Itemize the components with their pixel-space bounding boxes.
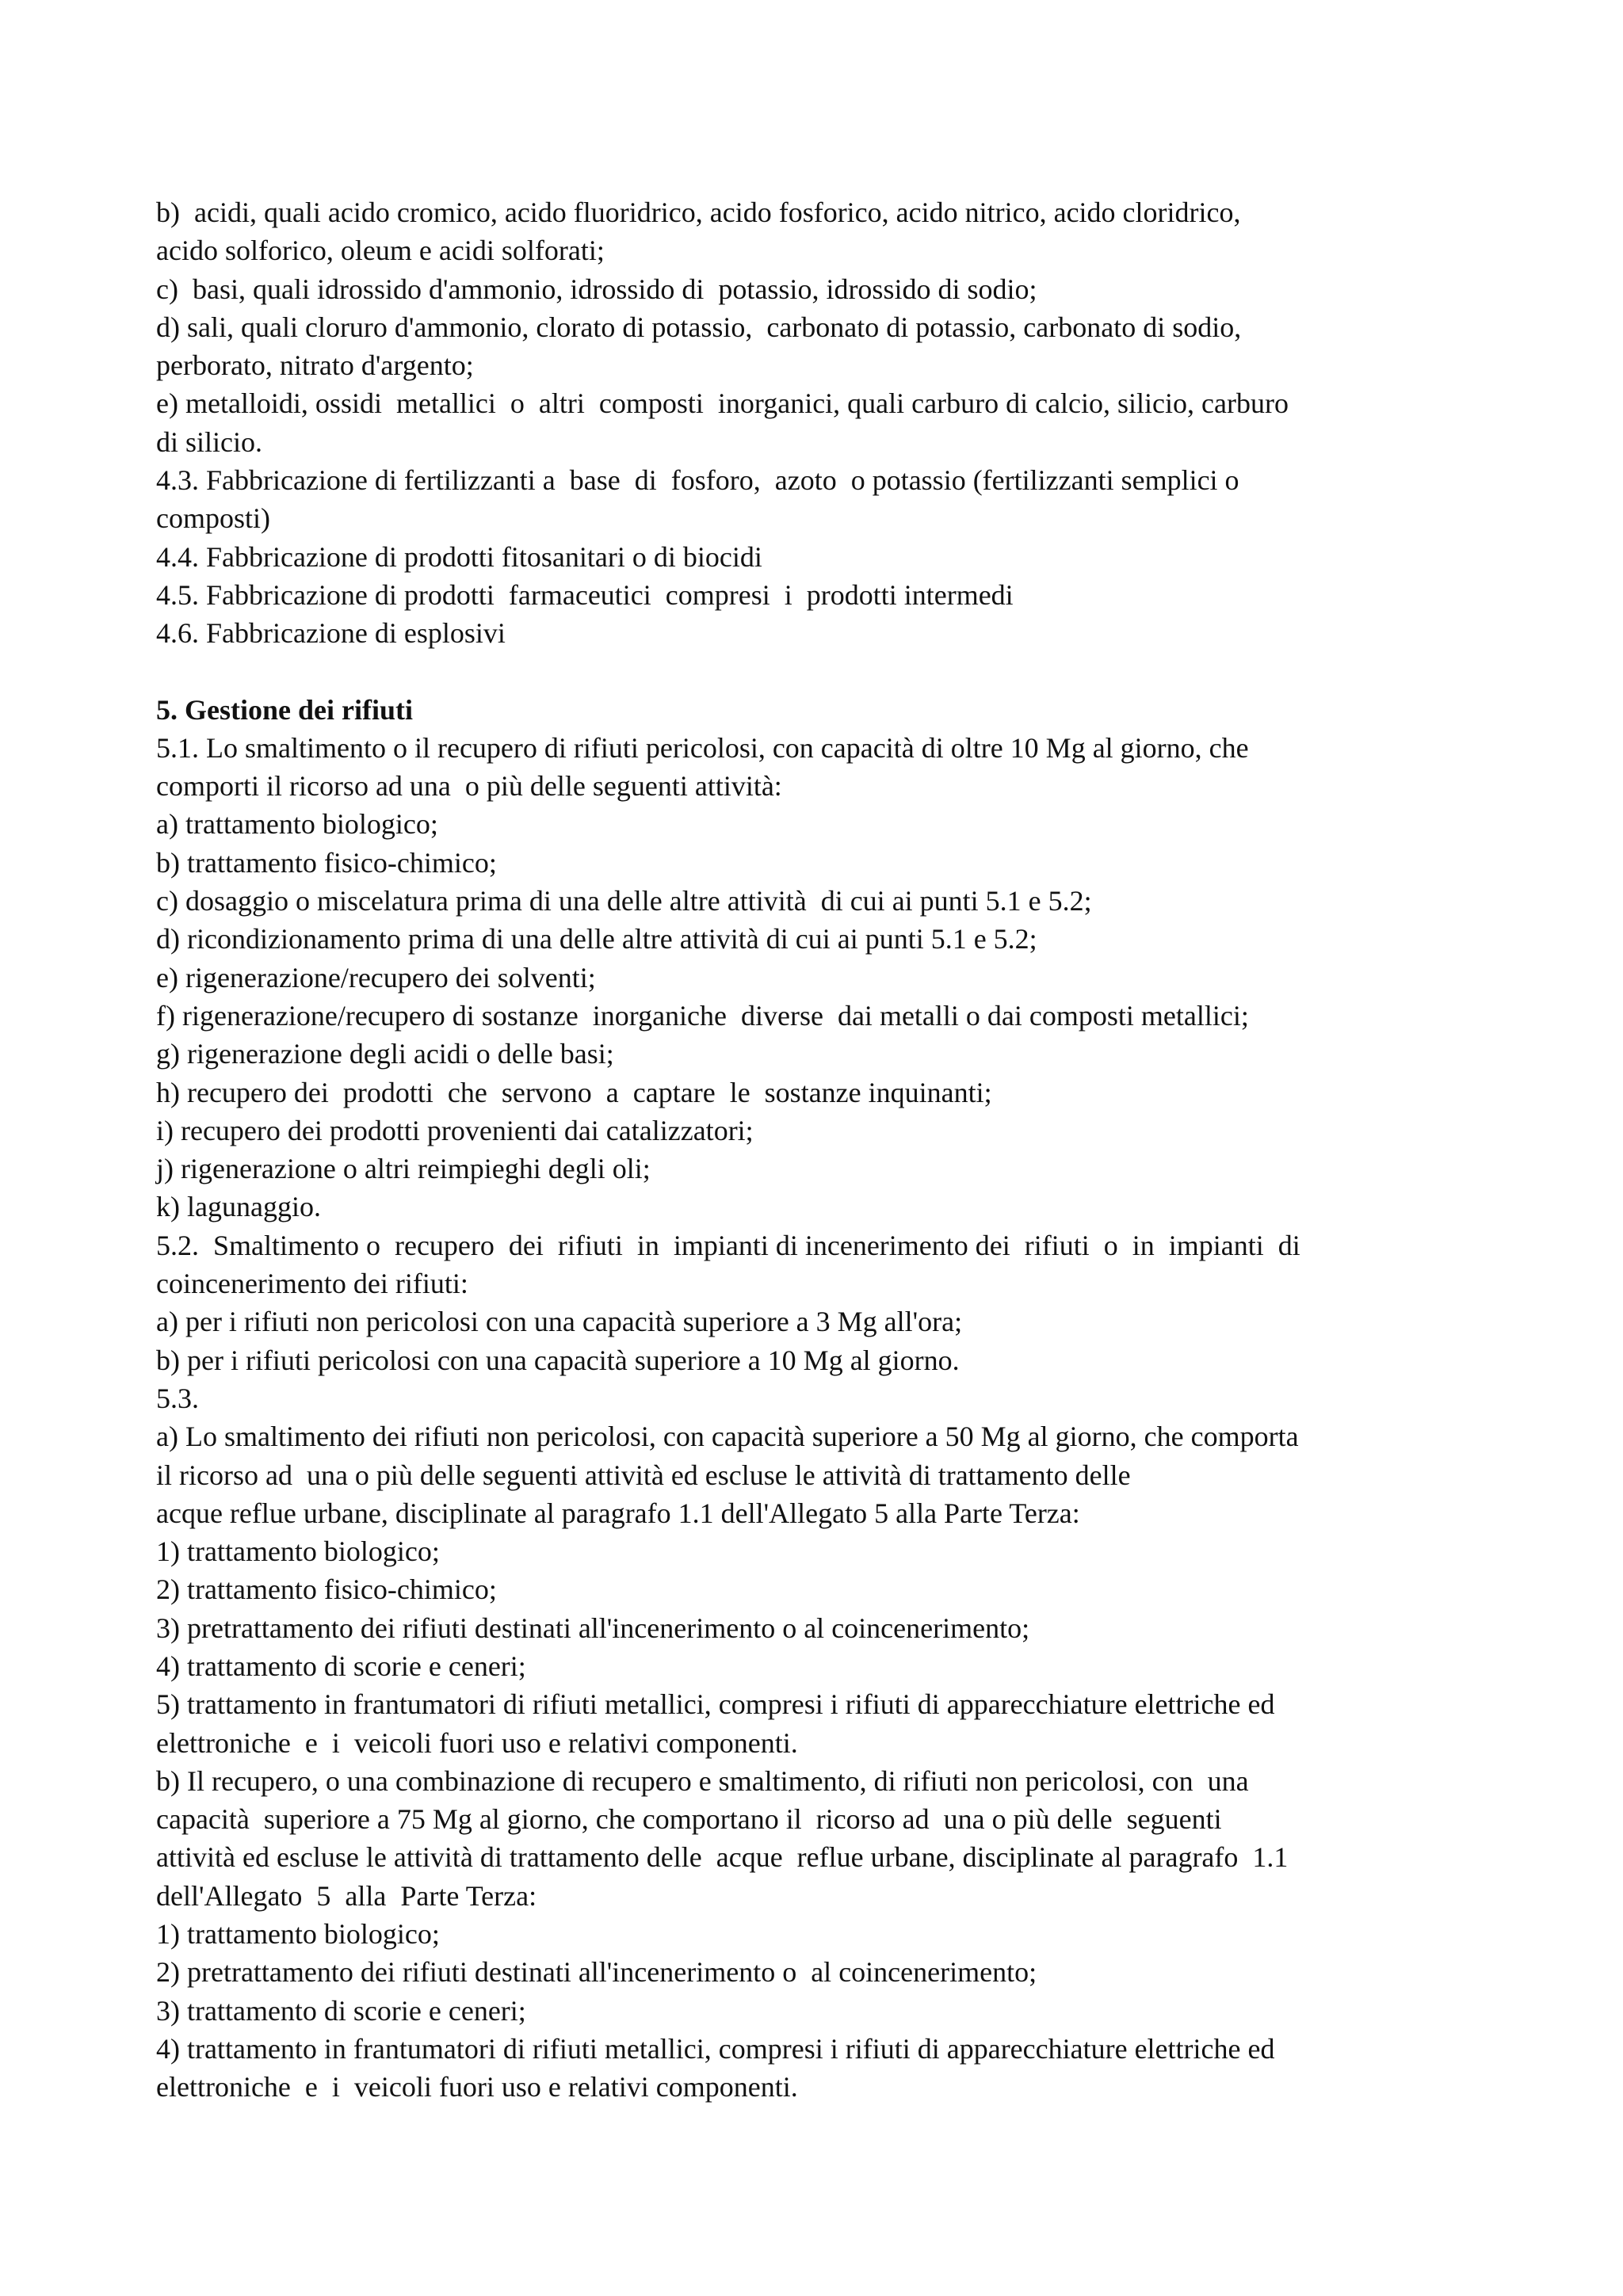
text-line: dell'Allegato 5 alla Parte Terza: xyxy=(156,1879,537,1912)
text-line: 4.5. Fabbricazione di prodotti farmaceutici compresi i prodotti intermedi xyxy=(156,578,1014,611)
text-line: e) metalloidi, ossidi metallici o altri composti inorganici, quali carburo di calcio, silicio, carburo xyxy=(156,387,1289,420)
text-line: comporti il ricorso ad una o più delle seguenti attività: xyxy=(156,770,782,803)
text-line: j) rigenerazione o altri reimpieghi degli oli; xyxy=(156,1153,651,1185)
text-line: coincenerimento dei rifiuti: xyxy=(156,1268,468,1300)
text-line: elettroniche e i veicoli fuori uso e relativi componenti. xyxy=(156,1726,798,1759)
text-line: 2) pretrattamento dei rifiuti destinati all'incenerimento o al coincenerimento; xyxy=(156,1956,1037,1989)
text-line: 3) trattamento di scorie e ceneri; xyxy=(156,1994,526,2027)
text-line: 5.2. Smaltimento o recupero dei rifiuti in impianti di incenerimento dei rifiuti o in impianti di xyxy=(156,1229,1300,1261)
text-line: capacità superiore a 75 Mg al giorno, che comportano il ricorso ad una o più delle seguenti xyxy=(156,1803,1222,1836)
text-line: il ricorso ad una o più delle seguenti attività ed escluse le attività di trattamento delle xyxy=(156,1459,1131,1491)
text-line: 3) pretrattamento dei rifiuti destinati all'incenerimento o al coincenerimento; xyxy=(156,1611,1030,1644)
text-line: d) ricondizionamento prima di una delle altre attività di cui ai punti 5.1 e 5.2; xyxy=(156,923,1037,955)
document-page xyxy=(156,193,1487,2107)
text-line: b) acidi, quali acido cromico, acido fluoridrico, acido fosforico, acido nitrico, acido cloridrico, xyxy=(156,196,1241,228)
text-line: attività ed escluse le attività di trattamento delle acque reflue urbane, disciplinate al paragrafo 1.1 xyxy=(156,1841,1289,1874)
text-line: 2) trattamento fisico-chimico; xyxy=(156,1573,497,1606)
text-line: composti) xyxy=(156,502,270,535)
paragraph-gap xyxy=(156,653,1487,691)
text-line: 4.4. Fabbricazione di prodotti fitosanitari o di biocidi xyxy=(156,540,762,573)
section-5 xyxy=(156,691,1487,2107)
text-line: 4.3. Fabbricazione di fertilizzanti a base di fosforo, azoto o potassio (fertilizzanti semplici o xyxy=(156,464,1239,497)
text-line: 1) trattamento biologico; xyxy=(156,1918,440,1951)
text-line: a) per i rifiuti non pericolosi con una capacità superiore a 3 Mg all'ora; xyxy=(156,1306,963,1338)
text-line: 5.1. Lo smaltimento o il recupero di rifiuti pericolosi, con capacità di oltre 10 Mg al giorno, che xyxy=(156,731,1249,764)
text-line: 1) trattamento biologico; xyxy=(156,1535,440,1568)
text-line: c) dosaggio o miscelatura prima di una delle altre attività di cui ai punti 5.1 e 5.2; xyxy=(156,885,1092,917)
text-line: perborato, nitrato d'argento; xyxy=(156,349,474,382)
text-line: 4.6. Fabbricazione di esplosivi xyxy=(156,617,506,650)
text-line: b) Il recupero, o una combinazione di recupero e smaltimento, di rifiuti non pericolosi, con una xyxy=(156,1764,1249,1797)
text-line: f) rigenerazione/recupero di sostanze inorganiche diverse dai metalli o dai composti metallici; xyxy=(156,999,1249,1032)
text-line: h) recupero dei prodotti che servono a captare le sostanze inquinanti; xyxy=(156,1076,992,1108)
text-line: acido solforico, oleum e acidi solforati; xyxy=(156,235,605,267)
text-line: g) rigenerazione degli acidi o delle basi; xyxy=(156,1038,614,1070)
section-4-continuation xyxy=(156,193,1487,653)
text-line: c) basi, quali idrossido d'ammonio, idrossido di potassio, idrossido di sodio; xyxy=(156,273,1037,305)
text-line: 4) trattamento in frantumatori di rifiuti metallici, compresi i rifiuti di apparecchiature elettriche ed xyxy=(156,2032,1275,2065)
text-line: acque reflue urbane, disciplinate al paragrafo 1.1 dell'Allegato 5 alla Parte Terza: xyxy=(156,1497,1080,1529)
text-line: di silicio. xyxy=(156,425,262,458)
section-heading: 5. Gestione dei rifiuti xyxy=(156,693,413,726)
text-line: 5.3. xyxy=(156,1382,199,1414)
text-line: b) trattamento fisico-chimico; xyxy=(156,846,497,879)
text-line: e) rigenerazione/recupero dei solventi; xyxy=(156,961,596,994)
text-line: 5) trattamento in frantumatori di rifiuti metallici, compresi i rifiuti di apparecchiature elettriche ed xyxy=(156,1688,1275,1721)
text-line: i) recupero dei prodotti provenienti dai catalizzatori; xyxy=(156,1114,754,1146)
text-line: 4) trattamento di scorie e ceneri; xyxy=(156,1650,526,1682)
text-line: elettroniche e i veicoli fuori uso e relativi componenti. xyxy=(156,2071,798,2103)
text-line: d) sali, quali cloruro d'ammonio, clorato di potassio, carbonato di potassio, carbonato di sodio, xyxy=(156,311,1242,343)
text-line: a) trattamento biologico; xyxy=(156,808,438,841)
text-line: k) lagunaggio. xyxy=(156,1191,321,1223)
text-line: a) Lo smaltimento dei rifiuti non pericolosi, con capacità superiore a 50 Mg al giorno, che comporta xyxy=(156,1421,1299,1453)
text-line: b) per i rifiuti pericolosi con una capacità superiore a 10 Mg al giorno. xyxy=(156,1344,960,1376)
